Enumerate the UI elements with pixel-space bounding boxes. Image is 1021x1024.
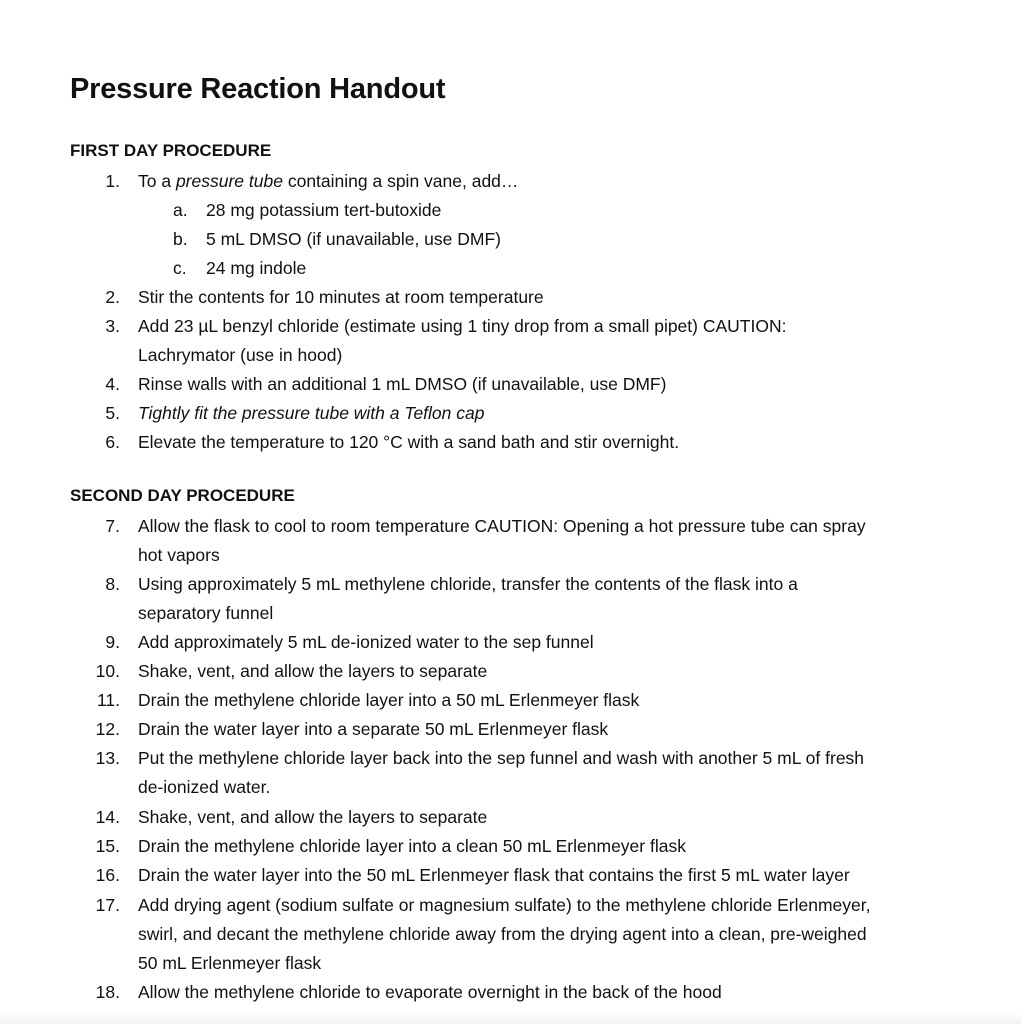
sub-item-letter: b.	[173, 229, 188, 249]
step-number: 4.	[105, 374, 120, 394]
step-1-post: containing a spin vane, add…	[282, 171, 519, 191]
step-number: 12.	[95, 719, 120, 739]
step-text: Drain the methylene chloride layer into a clean 50 mL Erlenmeyer flask	[138, 836, 686, 856]
step-text: Tightly fit the pressure tube with a Teflon cap	[138, 403, 485, 423]
step-number: 2.	[105, 287, 120, 307]
step-number: 8.	[105, 574, 120, 594]
sub-item-letter: c.	[173, 258, 187, 278]
step-number: 14.	[95, 807, 120, 827]
step-text-continued: hot vapors	[138, 545, 220, 565]
step-text: Rinse walls with an additional 1 mL DMSO (if unavailable, use DMF)	[138, 374, 667, 394]
step-number: 13.	[95, 748, 120, 768]
step-number: 1.	[105, 171, 120, 191]
sub-item-text: 5 mL DMSO (if unavailable, use DMF)	[206, 229, 501, 249]
step-text: Add approximately 5 mL de-ionized water to the sep funnel	[138, 632, 594, 652]
step-number: 3.	[105, 316, 120, 336]
step-number: 18.	[95, 982, 120, 1002]
step-number: 7.	[105, 516, 120, 536]
step-1-pre: To a	[138, 171, 176, 191]
step-number: 16.	[95, 865, 120, 885]
step-text-continued: de-ionized water.	[138, 777, 271, 797]
sub-item-letter: a.	[173, 200, 188, 220]
second-day-heading: SECOND DAY PROCEDURE	[70, 486, 295, 505]
page-bottom-edge	[0, 1012, 1021, 1024]
step-number: 15.	[95, 836, 120, 856]
step-text: Put the methylene chloride layer back into the sep funnel and wash with another 5 mL of fresh	[138, 748, 865, 768]
step-text: Add 23 µL benzyl chloride (estimate using 1 tiny drop from a small pipet) CAUTION:	[138, 316, 787, 336]
step-text: Stir the contents for 10 minutes at room temperature	[138, 287, 544, 307]
step-number: 17.	[95, 895, 120, 915]
step-number: 10.	[95, 661, 120, 681]
step-text-continued: 50 mL Erlenmeyer flask	[138, 953, 322, 973]
sub-item-text: 24 mg indole	[206, 258, 307, 278]
step-number: 9.	[105, 632, 120, 652]
step-number: 6.	[105, 432, 120, 452]
step-text: Allow the methylene chloride to evaporate overnight in the back of the hood	[138, 982, 722, 1002]
step-text: Elevate the temperature to 120 °C with a sand bath and stir overnight.	[138, 432, 680, 452]
step-text-continued: swirl, and decant the methylene chloride away from the drying agent into a clean, pre-weighed	[138, 924, 867, 944]
step-number: 5.	[105, 403, 120, 423]
sub-item-text: 28 mg potassium tert-butoxide	[206, 200, 442, 220]
step-1-italic: pressure tube	[175, 171, 283, 191]
step-text-continued: Lachrymator (use in hood)	[138, 345, 343, 365]
step-text: Allow the flask to cool to room temperature CAUTION: Opening a hot pressure tube can spray	[138, 516, 866, 536]
step-1-text	[138, 167, 518, 196]
step-number: 11.	[96, 690, 120, 710]
step-text: Shake, vent, and allow the layers to separate	[138, 661, 488, 681]
step-text: Add drying agent (sodium sulfate or magnesium sulfate) to the methylene chloride Erlenmeyer,	[138, 895, 871, 915]
step-text: Drain the methylene chloride layer into a 50 mL Erlenmeyer flask	[138, 690, 640, 710]
step-text: Drain the water layer into a separate 50 mL Erlenmeyer flask	[138, 719, 609, 739]
step-text-continued: separatory funnel	[138, 603, 274, 623]
step-text: Using approximately 5 mL methylene chloride, transfer the contents of the flask into a	[138, 574, 798, 594]
first-day-heading: FIRST DAY PROCEDURE	[70, 141, 272, 160]
page-title: Pressure Reaction Handout	[70, 73, 446, 105]
step-text: Drain the water layer into the 50 mL Erlenmeyer flask that contains the first 5 mL water layer	[138, 865, 850, 885]
step-text: Shake, vent, and allow the layers to separate	[138, 807, 488, 827]
